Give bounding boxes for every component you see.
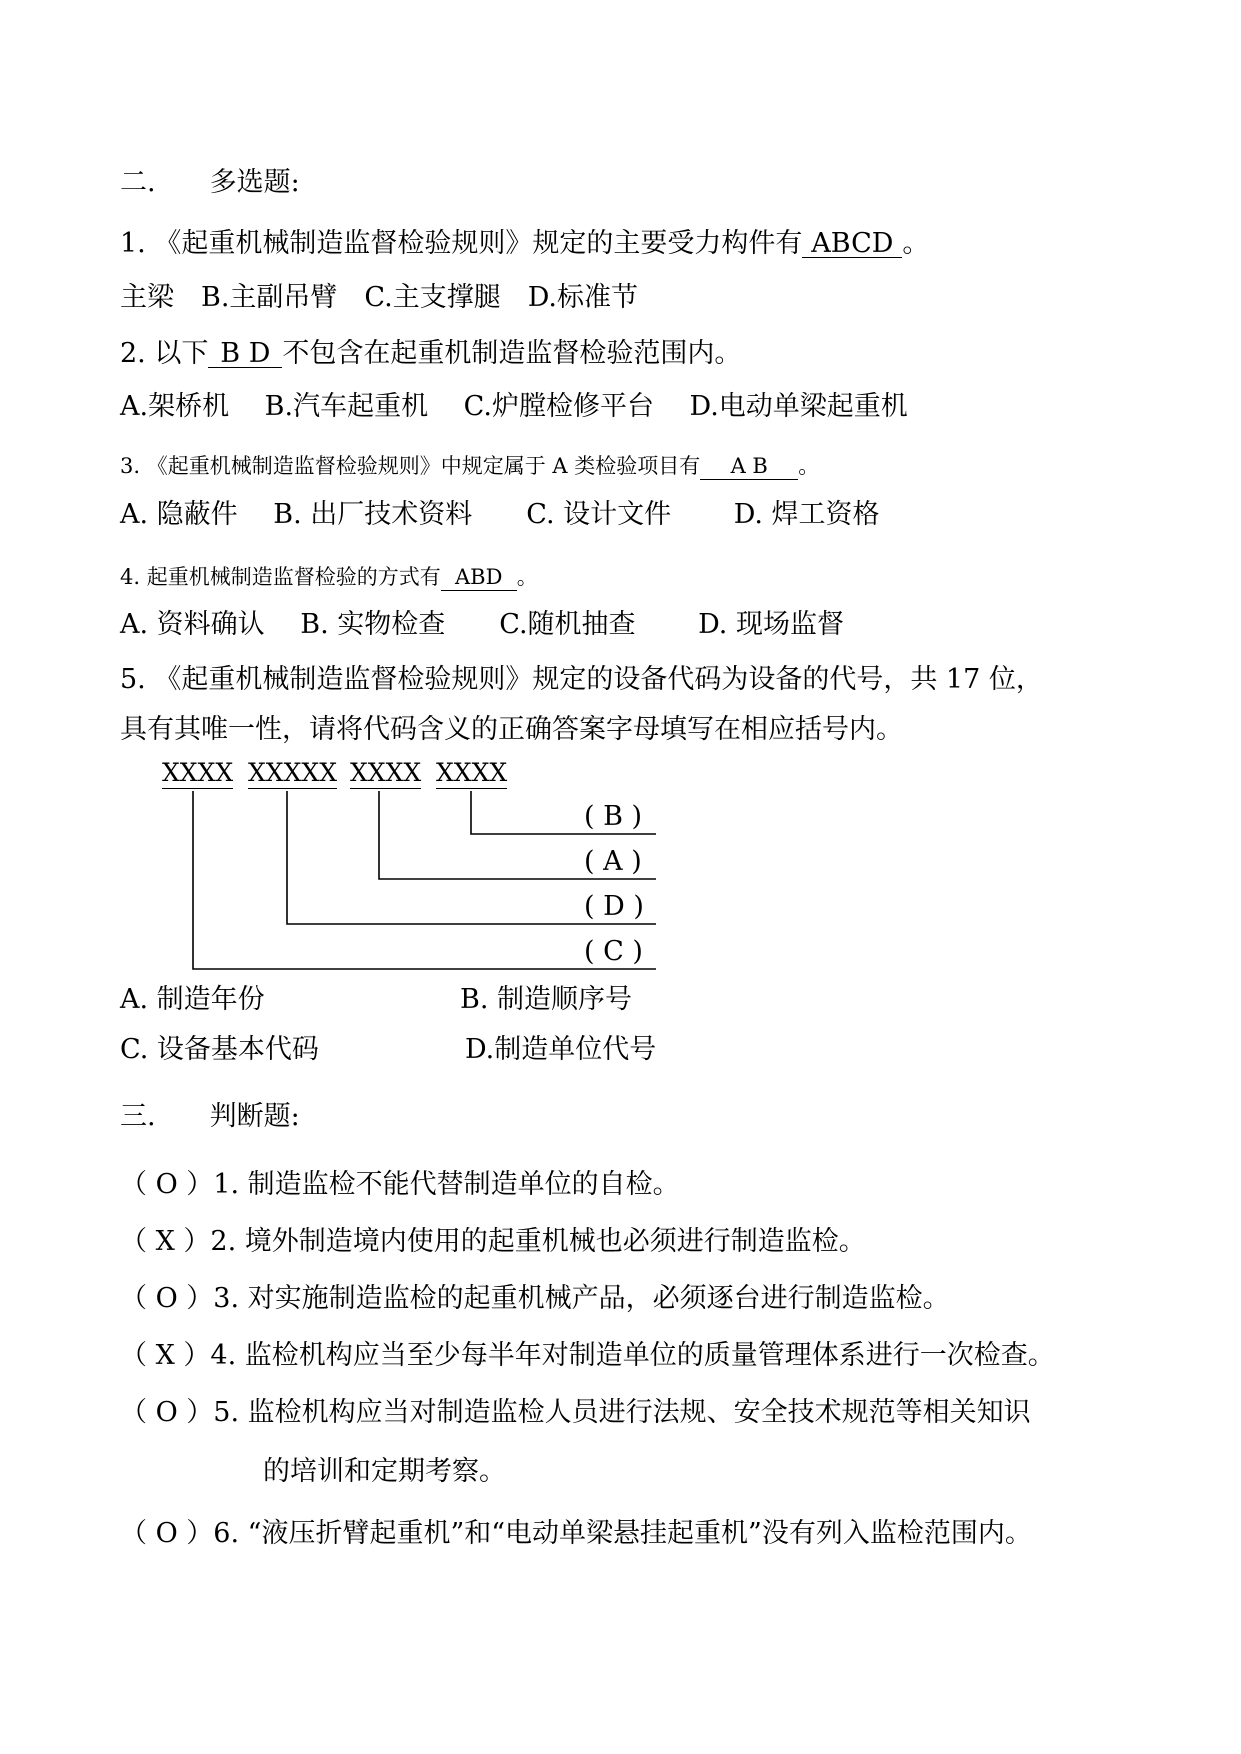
- code-option-a: A. 制造年份: [120, 984, 265, 1015]
- bracket-answer-4: ( C ): [584, 936, 643, 967]
- question-3-options: A. 隐蔽件 B. 出厂技术资料 C. 设计文件 D. 焊工资格: [120, 499, 880, 530]
- judgment-item-1: （ O ）1. 制造监检不能代替制造单位的自检。: [120, 1169, 680, 1200]
- section2-heading: 二. 多选题:: [120, 167, 300, 198]
- code-option-b: B. 制造顺序号: [460, 984, 633, 1015]
- question-4-text: 4. 起重机械制造监督检验的方式有: [120, 565, 441, 589]
- question-4-answer: ABD: [441, 564, 517, 591]
- code-option-c: C. 设备基本代码: [120, 1034, 319, 1065]
- code-option-d: D.制造单位代号: [465, 1034, 657, 1065]
- question-5-line-1: 5. 《起重机械制造监督检验规则》规定的设备代码为设备的代号，共 17 位，: [120, 664, 1043, 695]
- code-segment-2: XXXXX: [248, 758, 337, 787]
- question-2-post: 不包含在起重机制造监督检验范围内。: [282, 338, 742, 369]
- question-3-answer: A B: [700, 453, 798, 480]
- question-2-answer: B D: [208, 341, 282, 368]
- judgment-item-6: （ O ）6. “液压折臂起重机”和“电动单梁悬挂起重机”没有列入监检范围内。: [120, 1518, 1032, 1549]
- question-5-line-2: 具有其唯一性，请将代码含义的正确答案字母填写在相应括号内。: [120, 714, 903, 745]
- code-segment-4: XXXX: [436, 758, 508, 787]
- section3-heading: 三. 判断题:: [120, 1101, 300, 1132]
- question-3-text: 3. 《起重机械制造监督检验规则》中规定属于 A 类检验项目有: [120, 454, 701, 478]
- question-4-options: A. 资料确认 B. 实物检查 C.随机抽查 D. 现场监督: [120, 609, 844, 640]
- code-segment-1: XXXX: [162, 758, 234, 787]
- judgment-item-5: （ O ）5. 监检机构应当对制造监检人员进行法规、安全技术规范等相关知识: [120, 1397, 1031, 1428]
- judgment-item-4: （ X ）4. 监检机构应当至少每半年对制造单位的质量管理体系进行一次检查。: [120, 1340, 1055, 1371]
- question-1-end: 。: [902, 228, 930, 259]
- question-3-end: 。: [798, 454, 820, 478]
- judgment-item-5-continued: 的培训和定期考察。: [263, 1456, 506, 1487]
- judgment-item-3: （ O ）3. 对实施制造监检的起重机械产品，必须逐台进行制造监检。: [120, 1283, 950, 1314]
- code-segment-3: XXXX: [350, 758, 422, 787]
- question-1-answer: ABCD: [802, 231, 902, 258]
- question-1-text: 1. 《起重机械制造监督检验规则》规定的主要受力构件有: [120, 228, 803, 259]
- bracket-answer-1: ( B ): [584, 801, 643, 832]
- bracket-answer-2: ( A ): [584, 846, 642, 877]
- judgment-item-2: （ X ）2. 境外制造境内使用的起重机械也必须进行制造监检。: [120, 1226, 866, 1257]
- question-1-options: 主梁 B.主副吊臂 C.主支撑腿 D.标准节: [120, 282, 638, 313]
- question-2-options: A.架桥机 B.汽车起重机 C.炉膛检修平台 D.电动单梁起重机: [120, 391, 908, 422]
- question-4-end: 。: [516, 565, 538, 589]
- question-2-pre: 2. 以下: [120, 338, 209, 369]
- bracket-answer-3: ( D ): [584, 891, 644, 922]
